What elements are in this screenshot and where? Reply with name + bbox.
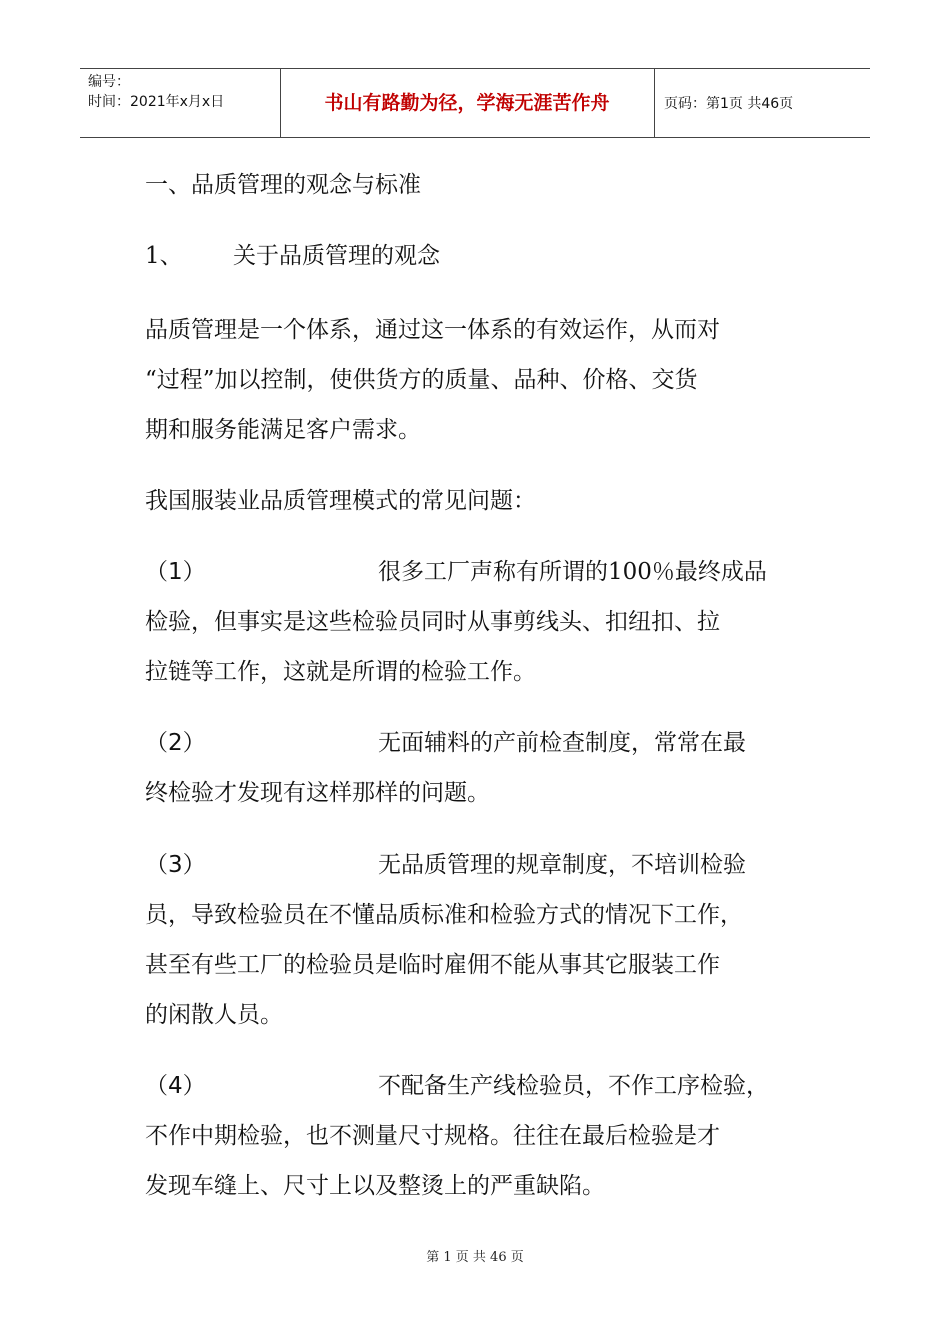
page-header: [80, 68, 870, 138]
item-label: （1）: [145, 559, 206, 585]
item-text: 无面辅料的产前检查制度，常常在最: [378, 730, 746, 756]
item-text: 无品质管理的规章制度，不培训检验: [378, 852, 746, 878]
page-info: 页码：第1页 共46页: [664, 96, 794, 112]
header-motto-cell: [280, 69, 655, 137]
item-text: 检验，但事实是这些检验员同时从事剪线头、扣纽扣、拉: [145, 609, 720, 635]
paragraph-line: “过程”加以控制，使供货方的质量、品种、价格、交货: [145, 367, 698, 393]
item-text: 甚至有些工厂的检验员是临时雇佣不能从事其它服装工作: [145, 952, 720, 978]
paragraph-line: 品质管理是一个体系，通过这一体系的有效运作，从而对: [145, 317, 720, 343]
item-label: （2）: [145, 730, 206, 756]
header-page-cell: [654, 69, 870, 137]
section-title: 一、品质管理的观念与标准: [145, 172, 421, 198]
problems-title: 我国服装业品质管理模式的常见问题：: [145, 488, 536, 514]
item-label: （4）: [145, 1073, 206, 1099]
subsection-title: 关于品质管理的观念: [233, 243, 440, 269]
subsection-number: 1、: [145, 243, 183, 269]
item-text: 的闲散人员。: [145, 1002, 283, 1028]
header-meta-cell: [80, 69, 281, 137]
motto: 书山有路勤为径，学海无涯苦作舟: [324, 92, 610, 114]
time-label: 时间：2021年x月x日: [88, 94, 225, 110]
item-text: 很多工厂声称有所谓的100％最终成品: [378, 559, 767, 585]
item-text: 发现车缝上、尺寸上以及整烫上的严重缺陷。: [145, 1173, 605, 1199]
item-label: （3）: [145, 852, 206, 878]
paragraph-line: 期和服务能满足客户需求。: [145, 417, 421, 443]
item-text: 不作中期检验，也不测量尺寸规格。往往在最后检验是才: [145, 1123, 720, 1149]
item-text: 拉链等工作，这就是所谓的检验工作。: [145, 659, 536, 685]
item-text: 不配备生产线检验员，不作工序检验，: [378, 1073, 769, 1099]
number-label: 编号：: [88, 74, 130, 90]
page-footer: 第 1 页 共 46 页: [426, 1250, 524, 1265]
item-text: 员，导致检验员在不懂品质标准和检验方式的情况下工作，: [145, 902, 743, 928]
item-text: 终检验才发现有这样那样的问题。: [145, 780, 490, 806]
